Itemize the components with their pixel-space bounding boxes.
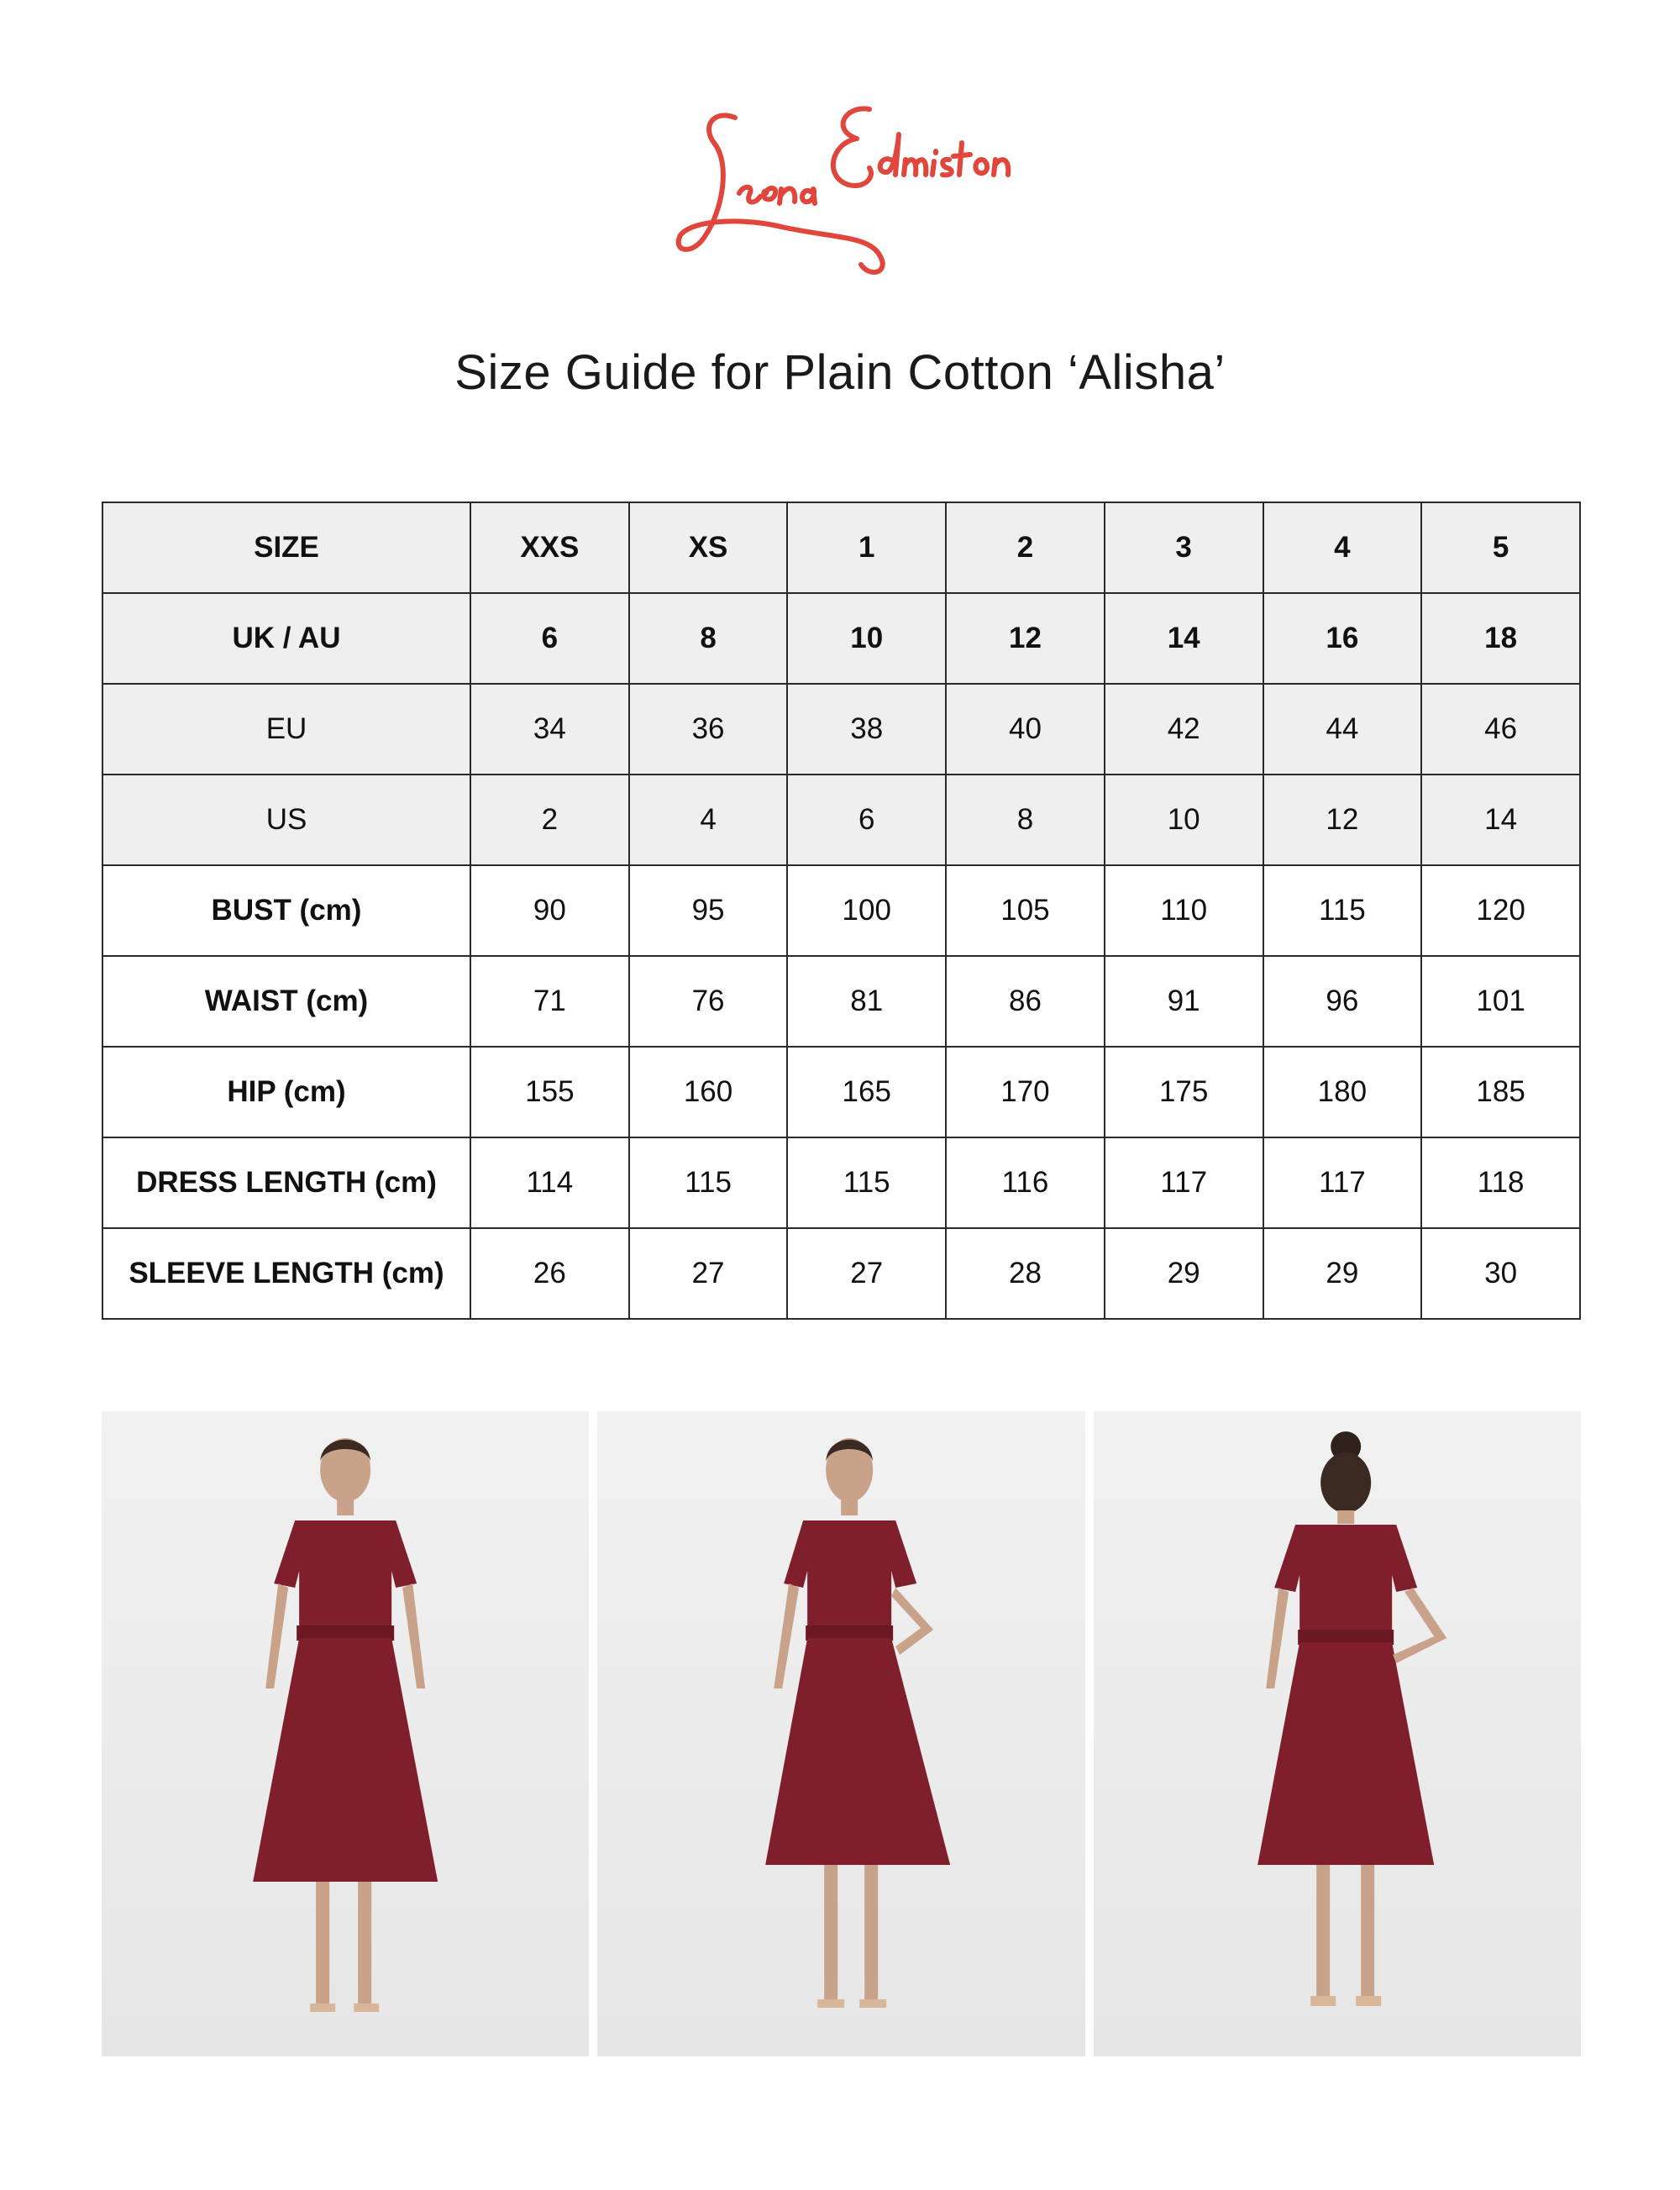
table-row [102,502,1580,593]
product-photos [102,1411,1581,2056]
table-cell: 27 [629,1228,788,1319]
table-cell: 90 [470,865,629,956]
table-cell: 100 [787,865,946,956]
row-label: WAIST (cm) [102,956,470,1047]
table-cell: 96 [1263,956,1422,1047]
table-cell: 2 [470,775,629,865]
table-cell: 5 [1421,502,1580,593]
size-guide-table [102,502,1581,1320]
table-cell: 170 [946,1047,1105,1137]
table-cell: 6 [470,593,629,684]
table-cell: 30 [1421,1228,1580,1319]
table-cell: 40 [946,684,1105,775]
table-cell: 116 [946,1137,1105,1228]
table-cell: 28 [946,1228,1105,1319]
table-cell: 1 [787,502,946,593]
table-cell: 3 [1105,502,1263,593]
table-cell: 160 [629,1047,788,1137]
row-label: SLEEVE LENGTH (cm) [102,1228,470,1319]
table-cell: 101 [1421,956,1580,1047]
table-cell: 105 [946,865,1105,956]
table-cell: 14 [1105,593,1263,684]
table-cell: 34 [470,684,629,775]
table-cell: 95 [629,865,788,956]
table-cell: 26 [470,1228,629,1319]
table-row [102,956,1580,1047]
table-cell: 165 [787,1047,946,1137]
table-cell: 27 [787,1228,946,1319]
table-cell: 91 [1105,956,1263,1047]
row-label: BUST (cm) [102,865,470,956]
table-cell: 76 [629,956,788,1047]
table-cell: 29 [1105,1228,1263,1319]
table-cell: 6 [787,775,946,865]
table-cell: 114 [470,1137,629,1228]
table-cell: 117 [1105,1137,1263,1228]
row-label: HIP (cm) [102,1047,470,1137]
table-row [102,865,1580,956]
table-cell: 86 [946,956,1105,1047]
model-front-illustration [102,1411,589,2056]
table-cell: 110 [1105,865,1263,956]
table-cell: 36 [629,684,788,775]
table-row [102,684,1580,775]
table-cell: 117 [1263,1137,1422,1228]
table-cell: 44 [1263,684,1422,775]
table-row [102,593,1580,684]
table-row [102,1047,1580,1137]
table-row [102,1228,1580,1319]
row-label: EU [102,684,470,775]
table-cell: 12 [946,593,1105,684]
table-cell: 180 [1263,1047,1422,1137]
table-cell: 8 [629,593,788,684]
model-side-illustration [597,1411,1084,2056]
table-cell: 14 [1421,775,1580,865]
table-cell: 18 [1421,593,1580,684]
table-cell: 115 [1263,865,1422,956]
size-guide-table-body [102,502,1580,1319]
row-label: DRESS LENGTH (cm) [102,1137,470,1228]
table-cell: 42 [1105,684,1263,775]
product-photo-front [102,1411,589,2056]
table-cell: 10 [787,593,946,684]
table-cell: 8 [946,775,1105,865]
table-cell: 16 [1263,593,1422,684]
brand-logo [655,92,1025,286]
table-cell: 38 [787,684,946,775]
table-cell: XXS [470,502,629,593]
table-cell: 115 [787,1137,946,1228]
table-cell: 120 [1421,865,1580,956]
table-cell: 2 [946,502,1105,593]
table-cell: 71 [470,956,629,1047]
table-cell: 46 [1421,684,1580,775]
row-label: UK / AU [102,593,470,684]
table-cell: 155 [470,1047,629,1137]
table-cell: 175 [1105,1047,1263,1137]
product-photo-side [597,1411,1084,2056]
table-cell: 118 [1421,1137,1580,1228]
table-cell: XS [629,502,788,593]
table-cell: 10 [1105,775,1263,865]
table-cell: 4 [629,775,788,865]
row-label: SIZE [102,502,470,593]
product-photo-back [1094,1411,1581,2056]
table-cell: 4 [1263,502,1422,593]
table-row [102,1137,1580,1228]
table-cell: 29 [1263,1228,1422,1319]
model-back-illustration [1094,1411,1581,2056]
table-row [102,775,1580,865]
table-cell: 81 [787,956,946,1047]
table-cell: 12 [1263,775,1422,865]
table-cell: 185 [1421,1047,1580,1137]
table-cell: 115 [629,1137,788,1228]
page-title: Size Guide for Plain Cotton ‘Alisha’ [454,345,1226,400]
row-label: US [102,775,470,865]
